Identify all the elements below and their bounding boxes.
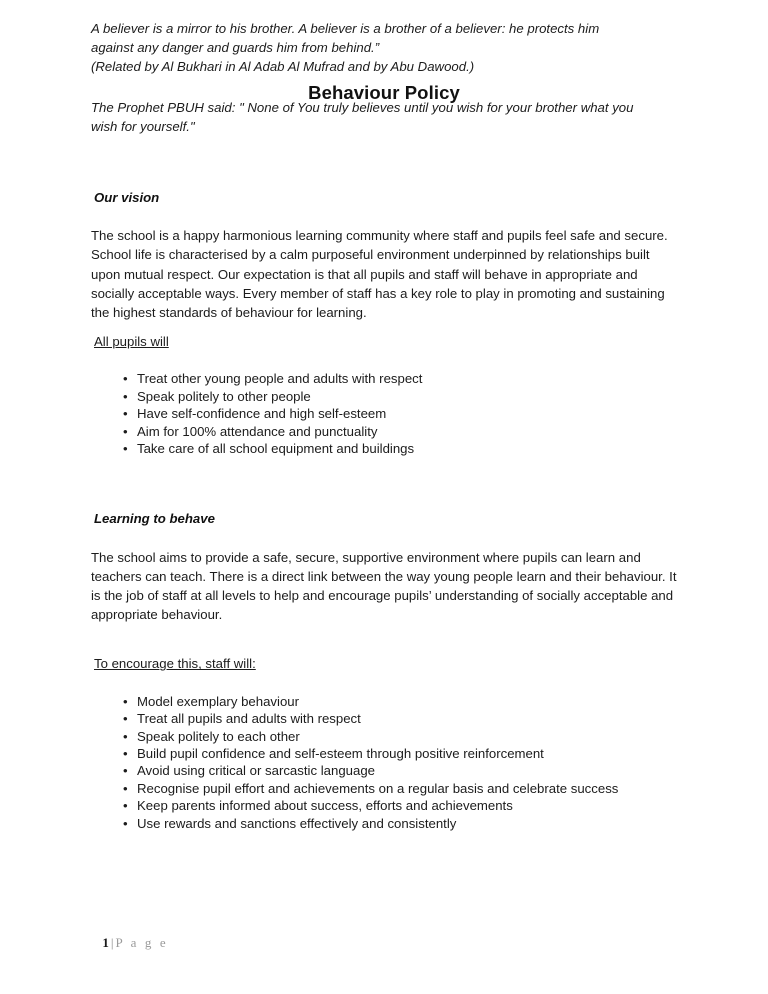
document-body [91,0,679,832]
list-item-label: Have self-confidence and high self-esteem [137,406,387,422]
list-item-label: Model exemplary behaviour [137,693,299,709]
bullet-icon: • [123,728,128,744]
bullet-icon: • [123,441,128,457]
section-learning-to-behave [91,509,679,831]
section-heading-learning-to-behave: Learning to behave [94,511,215,527]
bullet-icon: • [123,423,128,439]
bullet-icon: • [123,693,128,709]
bullet-list-to-encourage-this [91,693,679,832]
list-item-label: Take care of all school equipment and buildings [137,441,415,457]
list-item-label: Treat all pupils and adults with respect [137,711,361,727]
quote-block-hadith-2 [91,98,679,136]
bullet-icon: • [123,745,128,761]
quote-line: against any danger and guards him from behind.” [91,40,380,56]
footer-separator: | [110,935,114,950]
list-item-label: Recognise pupil effort and achievements on a regular basis and celebrate success [137,780,619,796]
section-paragraph-learning-to-behave: The school aims to provide a safe, secure, supportive environment where pupils can learn and teachers can teach. There is a direct link between the way young people learn and their behaviour. It is the job of staff at all levels to help and encourage pupils’ understanding of socially acceptable and appropriate behaviour. [91,549,677,623]
list-item-label: Treat other young people and adults with respect [137,371,423,387]
quote-line: A believer is a mirror to his brother. A believer is a brother of a believer: he protects him [91,21,600,36]
list-item [91,797,679,814]
list-item-label: Avoid using critical or sarcastic language [137,763,375,779]
list-item-label: Aim for 100% attendance and punctuality [137,423,378,439]
list-item [91,815,679,832]
list-item [91,388,679,405]
list-item-label: Speak politely to other people [137,388,311,404]
list-item-label: Speak politely to each other [137,728,300,744]
list-item [91,780,679,797]
list-item [91,710,679,727]
quote-line: wish for yourself." [91,118,195,134]
list-item-label: Use rewards and sanctions effectively and consistently [137,815,457,831]
bullet-icon: • [123,763,128,779]
quote-block-hadith-1 [91,19,679,77]
section-our-vision [91,188,679,457]
list-item [91,745,679,762]
footer-page-number: 1 [102,935,109,950]
list-item [91,693,679,710]
list-item [91,423,679,440]
bullet-icon: • [123,371,128,387]
quote-attribution: (Related by Al Bukhari in Al Adab Al Mufrad and by Abu Dawood.) [91,59,475,75]
list-item-label: Keep parents informed about success, efforts and achievements [137,798,513,814]
section-heading-our-vision: Our vision [94,190,160,206]
bullet-list-all-pupils-will [91,370,679,457]
bullet-icon: • [123,798,128,814]
bullet-icon: • [123,388,128,404]
bullet-icon: • [123,815,128,831]
subheading-to-encourage-this: To encourage this, staff will: [94,656,256,672]
subheading-all-pupils-will: All pupils will [94,334,169,350]
subheading-all-pupils-will-wrap [91,332,679,351]
footer-page-label: P a g e [115,935,169,950]
quote-line: The Prophet PBUH said: " None of You truly believes until you wish for your brother what you [91,99,634,115]
bullet-icon: • [123,406,128,422]
section-paragraph-our-vision: The school is a happy harmonious learning community where staff and pupils feel safe and secure. School life is characterised by a calm purposeful environment underpinned by relationships built upon mutual respect. Our expectation is that all pupils and staff will behave in appropriate and socially acceptable ways. Every member of staff has a key role to play in promoting and sustaining the highest standards of behaviour for learning. [91,228,668,321]
list-item [91,728,679,745]
bullet-icon: • [123,711,128,727]
page-title: Behaviour Policy [308,82,460,103]
list-item [91,370,679,387]
subheading-to-encourage-this-wrap [91,654,679,673]
list-item [91,405,679,422]
list-item [91,762,679,779]
bullet-icon: • [123,780,128,796]
list-item [91,440,679,457]
page-footer [89,919,168,967]
list-item-label: Build pupil confidence and self-esteem through positive reinforcement [137,745,544,761]
